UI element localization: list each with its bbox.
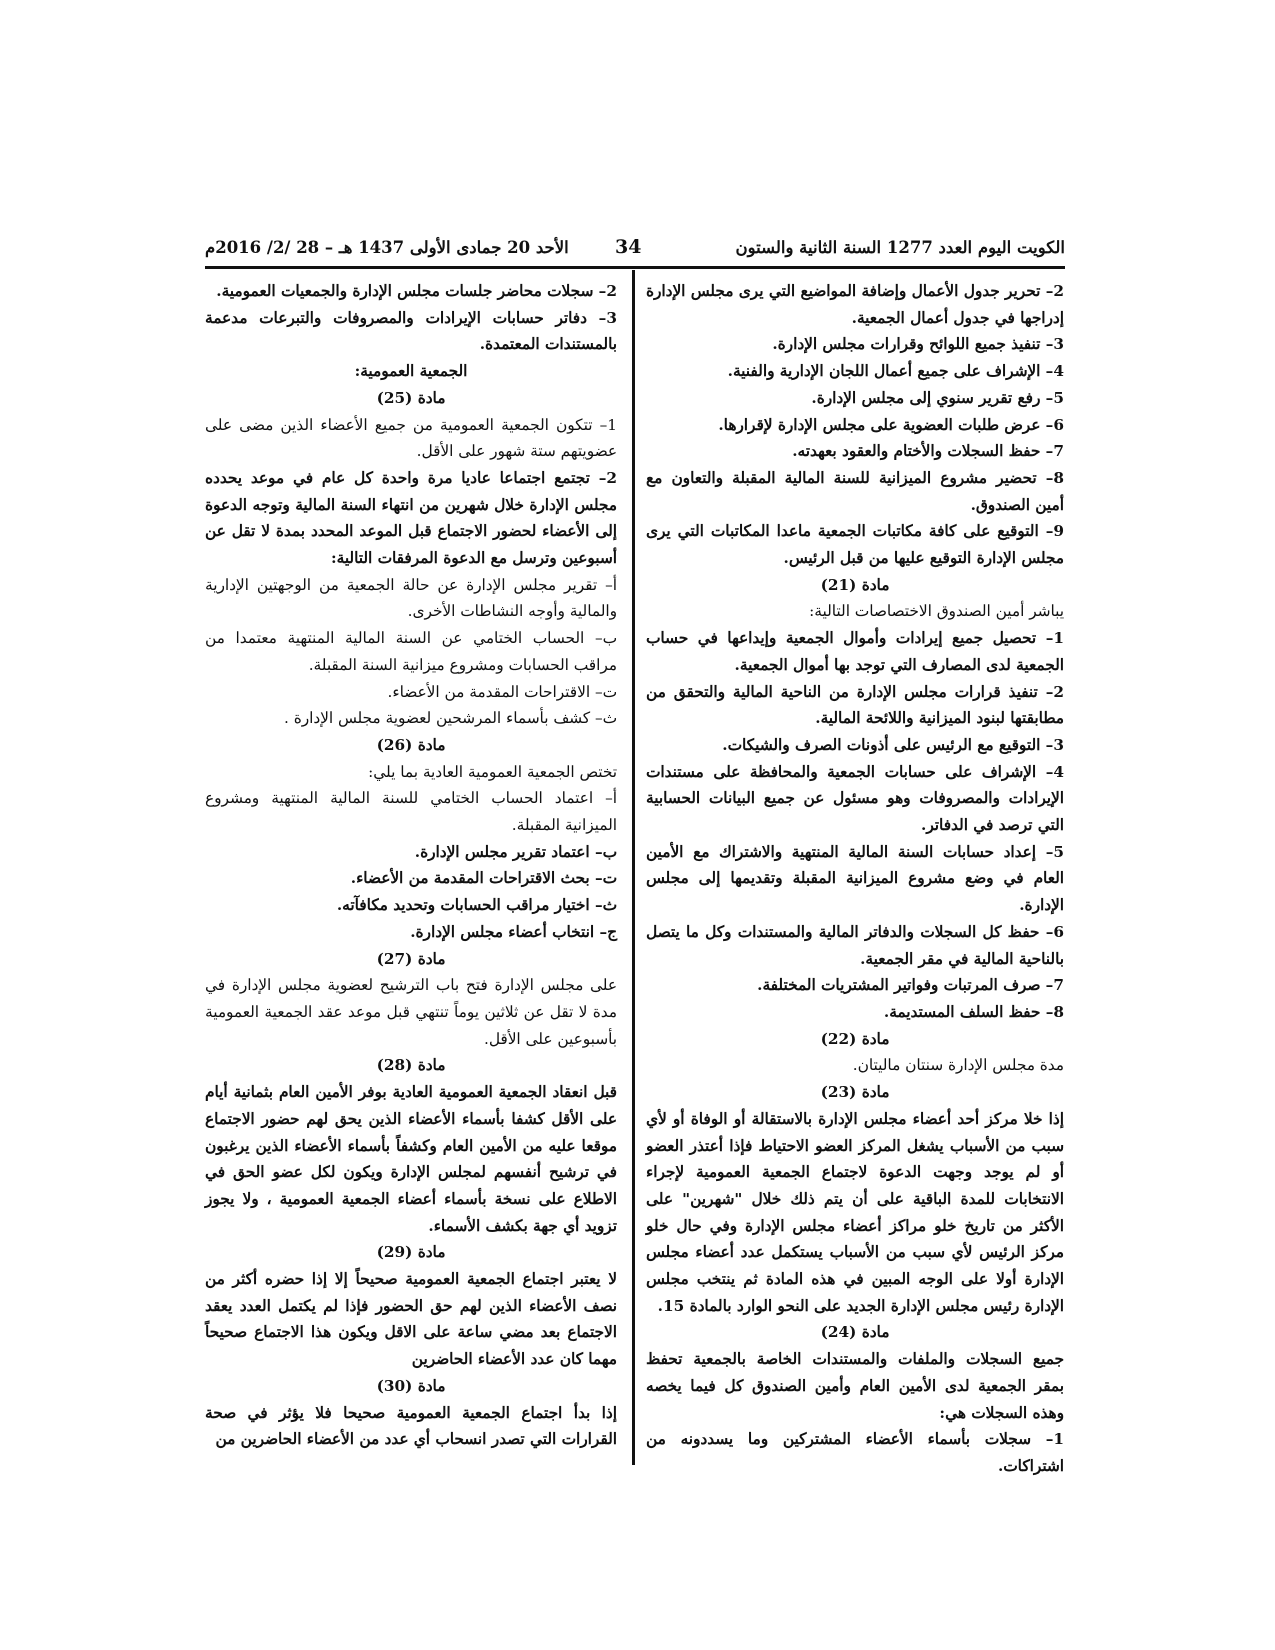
paragraph: ت– الاقتراحات المقدمة من الأعضاء. [387, 682, 617, 701]
left-column [205, 278, 617, 1453]
paragraph: 7– حفظ السجلات والأختام والعقود بعهدته. [792, 442, 1064, 461]
paragraph: 6– عرض طلبات العضوية على مجلس الإدارة لإقرارها. [718, 415, 1064, 434]
paragraph: 2– تحرير جدول الأعمال وإضافة المواضيع التي يرى مجلس الإدارة إدراجها في جدول أعمال الجمعية. [646, 282, 1064, 327]
paragraph: أ– اعتماد الحساب الختامي للسنة المالية المنتهية ومشروع الميزانية المقبلة. [205, 789, 617, 835]
issue-date: الأحد 20 جمادى الأولى 1437 هـ – 28 /2/ 2016م [205, 238, 569, 257]
list-item: ج– انتخاب أعضاء مجلس الإدارة. [410, 922, 617, 941]
article-heading: مادة (22) [820, 1029, 890, 1048]
list-item: ث– اختيار مراقب الحسابات وتحديد مكافآته. [336, 896, 617, 915]
paragraph: 9– التوقيع على كافة مكاتبات الجمعية ماعدا المكاتبات التي يرى مجلس الإدارة التوقيع عليها من قبل الرئيس. [646, 522, 1064, 568]
paragraph: جميع السجلات والملفات والمستندات الخاصة بالجمعية تحفظ بمقر الجمعية لدى الأمين العام وأمين الصندوق كل فيما يخصه وهذه السجلات هي: [646, 1350, 1064, 1422]
article-heading: مادة (27) [376, 949, 446, 968]
paragraph: 2– سجلات محاضر جلسات مجلس الإدارة والجمعيات العمومية. [216, 282, 617, 300]
column-divider [632, 270, 635, 1465]
article-heading: مادة (25) [376, 388, 446, 407]
paragraph: ث– كشف بأسماء المرشحين لعضوية مجلس الإدارة . [283, 709, 617, 728]
article-heading: مادة (29) [376, 1243, 446, 1262]
paragraph: قبل انعقاد الجمعية العمومية العادية بوفر الأمين العام بثمانية أيام على الأقل كشفا بأسماء الأعضاء الذين يحق لهم حضور الاجتماع موقعا عليه من الأمين العام وكشفاً بأسماء الأعضاء الذين يرغبون في ترشيح أنفسهم لمجلس الإدارة ويكون لكل عضو الحق في الاطلاع على نسخة بأسماء أعضاء الجمعية العمومية ، ولا يجوز تزويد أي جهة بكشف الأسماء. [205, 1083, 617, 1235]
article-heading: مادة (30) [376, 1376, 446, 1395]
paragraph: 6– حفظ كل السجلات والدفاتر المالية والمستندات وكل ما يتصل بالناحية المالية في مقر الجمعية. [646, 922, 1064, 968]
paragraph: 2– تنفيذ قرارات مجلس الإدارة من الناحية المالية والتحقق من مطابقتها لبنود الميزانية واللائحة المالية. [646, 682, 1064, 728]
paragraph: 7– صرف المرتبات وفواتير المشتريات المختلفة. [757, 976, 1064, 995]
right-column [646, 278, 1064, 1480]
paragraph: 4– الإشراف على جميع أعمال اللجان الإدارية والفنية. [727, 362, 1064, 381]
list-item: ب– اعتماد تقرير مجلس الإدارة. [414, 842, 617, 861]
article-heading: مادة (23) [820, 1083, 890, 1102]
article-heading: مادة (24) [820, 1323, 890, 1342]
page-header [205, 238, 1065, 268]
paragraph: إذا خلا مركز أحد أعضاء مجلس الإدارة بالاستقالة أو الوفاة أو لأي سبب من الأسباب يشغل المركز العضو الاحتياط فإذا أعتذر العضو أو لم يوجد وجهت الدعوة لاجتماع الجمعية العمومية لإجراء الانتخابات للمدة الباقية على أن يتم ذلك خلال "شهرين" على الأكثر من تاريخ خلو مراكز أعضاء مجلس الإدارة وفي حال خلو مركز الرئيس لأي سبب من الأسباب يستكمل عدد أعضاء مجلس الإدارة أولا على الوجه المبين في هذه المادة ثم ينتخب مجلس الإدارة رئيس مجلس الإدارة الجديد على النحو الوارد بالمادة 15. [646, 1109, 1064, 1315]
paragraph: 3– دفاتر حسابات الإيرادات والمصروفات والتبرعات مدعمة بالمستندات المعتمدة. [205, 308, 617, 354]
paragraph: يباشر أمين الصندوق الاختصاصات التالية: [809, 602, 1064, 621]
paragraph: 3– تنفيذ جميع اللوائح وقرارات مجلس الإدارة. [772, 335, 1064, 354]
list-item: ت– بحث الاقتراحات المقدمة من الأعضاء. [350, 869, 617, 888]
article-heading: الجمعية العمومية: [354, 362, 468, 381]
paragraph: 4– الإشراف على حسابات الجمعية والمحافظة على مستندات الإيرادات والمصروفات وهو مسئول عن جميع البيانات الحسابية التي ترصد في الدفاتر. [646, 762, 1064, 835]
paragraph: 1– تحصيل جميع إيرادات وأموال الجمعية وإيداعها في حساب الجمعية لدى المصارف التي توجد بها أموال الجمعية. [646, 629, 1064, 674]
paragraph: 5– رفع تقرير سنوي إلى مجلس الإدارة. [811, 388, 1064, 407]
header-rule [205, 266, 1065, 269]
article-heading: مادة (26) [376, 735, 446, 754]
paragraph: 3– التوقيع مع الرئيس على أذونات الصرف والشيكات. [722, 735, 1064, 754]
article-heading: مادة (28) [376, 1056, 446, 1075]
paragraph: 5– إعداد حسابات السنة المالية المنتهية والاشتراك مع الأمين العام في وضع مشروع الميزانية المقبلة وتقديمها إلى مجلس الإدارة. [646, 842, 1064, 915]
paragraph: 8– حفظ السلف المستديمة. [883, 1002, 1064, 1021]
paragraph: 1– سجلات بأسماء الأعضاء المشتركين وما يسددونه من اشتراكات. [646, 1430, 1064, 1475]
paragraph: أ– تقرير مجلس الإدارة عن حالة الجمعية من الوجهتين الإدارية والمالية وأوجه النشاطات الأخرى. [205, 575, 617, 621]
gazette-issue-info: الكويت اليوم العدد 1277 السنة الثانية والستون [735, 238, 1065, 257]
paragraph: ب– الحساب الختامي عن السنة المالية المنتهية معتمدا من مراقب الحسابات ومشروع ميزانية السنة المقبلة. [205, 629, 617, 674]
paragraph: 2– تجتمع اجتماعا عاديا مرة واحدة كل عام في موعد يحدده مجلس الإدارة خلال شهرين من انتهاء السنة المالية وتوجه الدعوة إلى الأعضاء لحضور الاجتماع قبل الموعد المحدد بمدة لا تقل عن أسبوعين وترسل مع الدعوة المرفقات التالية: [205, 468, 617, 568]
paragraph: 1– تتكون الجمعية العمومية من جميع الأعضاء الذين مضى على عضويتهم ستة شهور على الأقل. [205, 415, 617, 461]
paragraph: على مجلس الإدارة فتح باب الترشيح لعضوية مجلس الإدارة في مدة لا تقل عن ثلاثين يوماً تنتهي قبل موعد عقد الجمعية العمومية بأسبوعين على الأقل. [205, 976, 617, 1048]
article-heading: مادة (21) [820, 575, 890, 594]
paragraph: مدة مجلس الإدارة سنتان ماليتان. [852, 1056, 1064, 1075]
page-number: 34 [615, 236, 642, 258]
paragraph: 8– تحضير مشروع الميزانية للسنة المالية المقبلة والتعاون مع أمين الصندوق. [646, 468, 1064, 514]
paragraph: لا يعتبر اجتماع الجمعية العمومية صحيحاً إلا إذا حضره أكثر من نصف الأعضاء الذين لهم حق الحضور فإذا لم يكتمل العدد يعقد الاجتماع بعد مضي ساعة على الاقل ويكون هذا الاجتماع صحيحاً مهما كان عدد الأعضاء الحاضرين [205, 1270, 617, 1369]
paragraph: إذا بدأ اجتماع الجمعية العمومية صحيحا فلا يؤثر في صحة القرارات التي تصدر انسحاب أي عدد من الأعضاء الحاضرين من [205, 1403, 617, 1449]
paragraph: تختص الجمعية العمومية العادية بما يلي: [368, 762, 617, 781]
